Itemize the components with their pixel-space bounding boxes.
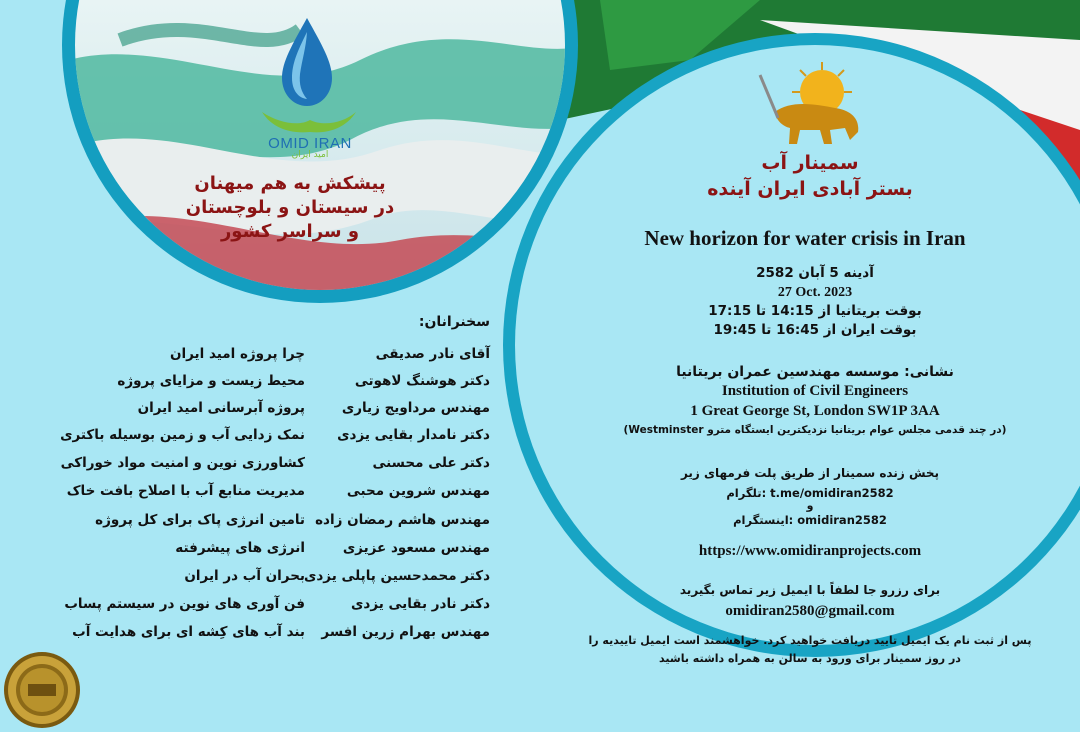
- logo-text: OMID IRAN: [268, 135, 352, 152]
- telegram-link[interactable]: t.me/omidiran2582 :تلگرام: [726, 486, 894, 500]
- time-iran: بوقت ایران از 16:45 تا 19:45: [713, 322, 917, 338]
- logo-block: [255, 135, 365, 160]
- speaker-name: دکتر هوشنگ لاهوتی: [354, 373, 490, 389]
- footer-line-2: در روز سمینار برای ورود به سالن به همراه داشته باشید: [659, 652, 961, 665]
- speakers-heading: سخنرانان:: [418, 314, 490, 330]
- presented-by: [170, 172, 410, 244]
- speaker-name: مهندس بهرام زرین افسر: [321, 624, 490, 640]
- reserve-note: برای رزرو جا لطفاً با ایمیل زیر تماس بگیرید: [679, 583, 941, 597]
- speaker-topic: محیط زیست و مزایای پروژه: [117, 373, 305, 389]
- instagram-link[interactable]: omidiran2582 :اینستگرام: [733, 513, 887, 527]
- speaker-name: آقای نادر صدیقی: [375, 346, 490, 362]
- seminar-title-en: New horizon for water crisis in Iran: [644, 226, 966, 250]
- time-uk: بوقت بریتانیا از 14:15 تا 17:15: [708, 303, 922, 319]
- presented-by-line-3: و سراسر کشور: [220, 221, 360, 242]
- address-fa: نشانی: موسسه مهندسین عمران بریتانیا: [676, 364, 954, 380]
- speaker-topic: مدیریت منابع آب با اصلاح بافت خاک: [66, 483, 305, 499]
- presented-by-line-1: پیشکش به هم میهنان: [194, 173, 386, 194]
- address-note: (در چند قدمی مجلس عوام بریتانیا نزدیکترین ایستگاه مترو Westminster): [623, 424, 1007, 436]
- address-en-1: Institution of Civil Engineers: [721, 383, 909, 399]
- speaker-topic: بحران آب در ایران: [184, 568, 305, 584]
- speaker-topic: کشاورزی نوین و امنیت مواد خوراکی: [60, 455, 305, 471]
- and-text: و: [806, 499, 814, 512]
- speaker-name: مهندس مسعود عزیزی: [342, 540, 490, 556]
- seminar-title-block: [650, 150, 970, 202]
- ice-medallion: [4, 652, 80, 728]
- date-fa: آدینه 5 آبان 2582: [756, 265, 874, 281]
- speaker-topic: نمک زدایی آب و زمین بوسیله باکتری: [60, 427, 305, 443]
- speaker-topic: تامین انرژی پاک برای کل پروژه: [95, 512, 305, 528]
- speaker-name: دکتر نامدار بقایی یزدی: [337, 427, 490, 443]
- speaker-name: مهندس هاشم رمضان زاده: [315, 512, 490, 528]
- address-block: [580, 362, 1050, 438]
- speaker-topic: فن آوری های نوین در سیستم پساب: [64, 596, 305, 612]
- reservation-block: [640, 580, 980, 622]
- live-note: پخش زنده سمینار از طریق پلت فرمهای زیر: [680, 466, 940, 480]
- website-link[interactable]: https://www.omidiranprojects.com: [698, 543, 922, 559]
- address-en-2: 1 Great George St, London SW1P 3AA: [690, 403, 940, 419]
- date-en: 27 Oct. 2023: [777, 285, 853, 300]
- speaker-topic: انرژی های پیشرفته: [175, 540, 305, 556]
- footer-note: [560, 632, 1060, 668]
- live-stream-block: [640, 462, 980, 530]
- seminar-title-fa: سمینار آب: [761, 152, 859, 174]
- email-link[interactable]: omidiran2580@gmail.com: [725, 603, 895, 619]
- speaker-name: دکتر علی محسنی: [372, 455, 490, 471]
- speaker-topic: بند آب های کِشه ای برای هدایت آب: [72, 624, 305, 640]
- logo-subtext: امید ایران: [291, 150, 329, 160]
- speaker-name: دکتر محمدحسین پاپلی یزدی: [304, 568, 490, 584]
- footer-line-1: پس از ثبت نام یک ایمیل تایید دریافت خواهید کرد. خواهشمند است ایمیل تاییدیه را: [588, 634, 1032, 647]
- date-time-block: [700, 264, 930, 340]
- speaker-topic: پروژه آبرسانی امید ایران: [137, 400, 305, 416]
- presented-by-line-2: در سیستان و بلوچستان: [185, 197, 395, 218]
- speaker-name: مهندس شروین محبی: [346, 483, 490, 499]
- speaker-name: مهندس مرداویج زیاری: [341, 400, 490, 416]
- speaker-topic: چرا پروژه امید ایران: [170, 346, 305, 362]
- seminar-subtitle-fa: بستر آبادی ایران آینده: [707, 178, 913, 200]
- speaker-name: دکتر نادر بقایی یزدی: [351, 596, 490, 612]
